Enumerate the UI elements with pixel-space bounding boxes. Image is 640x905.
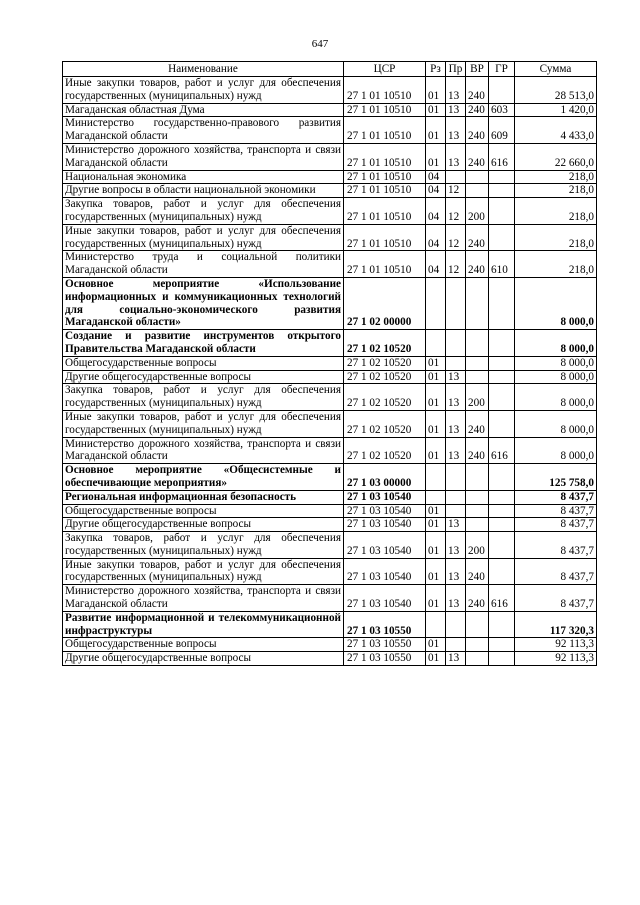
cell-pr: 13 <box>446 518 466 532</box>
cell-rz: 04 <box>426 224 446 251</box>
cell-vr: 240 <box>466 77 489 104</box>
cell-name: Иные закупки товаров, работ и услуг для обеспечения государственных (муниципальных) нужд <box>63 77 344 104</box>
table-row <box>63 356 597 370</box>
cell-sum: 8 437,7 <box>515 585 597 612</box>
cell-pr: 13 <box>446 558 466 585</box>
cell-pr: 12 <box>446 184 466 198</box>
cell-name: Закупка товаров, работ и услуг для обеспечения государственных (муниципальных) нужд <box>63 384 344 411</box>
table-row <box>63 638 597 652</box>
cell-rz: 01 <box>426 504 446 518</box>
cell-name: Иные закупки товаров, работ и услуг для обеспечения государственных (муниципальных) нужд <box>63 410 344 437</box>
cell-rz: 01 <box>426 143 446 170</box>
table-row <box>63 117 597 144</box>
table-row <box>63 184 597 198</box>
cell-gr <box>489 410 515 437</box>
cell-sum: 22 660,0 <box>515 143 597 170</box>
cell-name: Закупка товаров, работ и услуг для обеспечения государственных (муниципальных) нужд <box>63 198 344 225</box>
cell-vr <box>466 184 489 198</box>
cell-rz <box>426 277 446 329</box>
table-row <box>63 410 597 437</box>
cell-csr: 27 1 03 10540 <box>344 504 426 518</box>
cell-gr <box>489 518 515 532</box>
cell-vr: 240 <box>466 558 489 585</box>
cell-vr: 240 <box>466 143 489 170</box>
table-row <box>63 251 597 278</box>
cell-rz: 04 <box>426 198 446 225</box>
cell-pr: 12 <box>446 224 466 251</box>
cell-name: Министерство дорожного хозяйства, транспорта и связи Магаданской области <box>63 585 344 612</box>
cell-rz <box>426 330 446 357</box>
cell-rz: 01 <box>426 532 446 559</box>
cell-csr: 27 1 01 10510 <box>344 103 426 117</box>
cell-sum: 218,0 <box>515 224 597 251</box>
cell-gr <box>489 490 515 504</box>
cell-name: Министерство дорожного хозяйства, транспорта и связи Магаданской области <box>63 437 344 464</box>
cell-sum: 117 320,3 <box>515 611 597 638</box>
cell-csr: 27 1 03 10550 <box>344 652 426 666</box>
cell-name: Министерство государственно-правового развития Магаданской области <box>63 117 344 144</box>
cell-pr: 13 <box>446 652 466 666</box>
cell-pr: 13 <box>446 103 466 117</box>
cell-pr: 12 <box>446 251 466 278</box>
cell-gr <box>489 532 515 559</box>
cell-sum: 8 437,7 <box>515 532 597 559</box>
cell-vr <box>466 490 489 504</box>
cell-sum: 8 437,7 <box>515 504 597 518</box>
table-row <box>63 143 597 170</box>
header-gr: ГР <box>489 62 515 77</box>
cell-gr <box>489 170 515 184</box>
cell-rz <box>426 490 446 504</box>
cell-gr <box>489 77 515 104</box>
table-header-row <box>63 62 597 77</box>
cell-csr: 27 1 01 10510 <box>344 170 426 184</box>
cell-sum: 218,0 <box>515 170 597 184</box>
cell-name: Другие общегосударственные вопросы <box>63 652 344 666</box>
cell-gr <box>489 384 515 411</box>
cell-gr: 609 <box>489 117 515 144</box>
cell-gr <box>489 611 515 638</box>
cell-pr <box>446 464 466 491</box>
cell-name: Магаданская областная Дума <box>63 103 344 117</box>
cell-csr: 27 1 02 10520 <box>344 437 426 464</box>
cell-csr: 27 1 02 00000 <box>344 277 426 329</box>
cell-pr <box>446 330 466 357</box>
cell-sum: 218,0 <box>515 184 597 198</box>
cell-gr: 616 <box>489 143 515 170</box>
cell-name: Основное мероприятие «Общесистемные и обеспечивающие мероприятия» <box>63 464 344 491</box>
cell-sum: 125 758,0 <box>515 464 597 491</box>
cell-rz: 01 <box>426 370 446 384</box>
table-row <box>63 490 597 504</box>
cell-csr: 27 1 03 10540 <box>344 532 426 559</box>
cell-vr <box>466 638 489 652</box>
cell-csr: 27 1 03 10540 <box>344 585 426 612</box>
cell-sum: 28 513,0 <box>515 77 597 104</box>
cell-gr: 616 <box>489 437 515 464</box>
cell-csr: 27 1 01 10510 <box>344 198 426 225</box>
header-sum: Сумма <box>515 62 597 77</box>
cell-pr <box>446 490 466 504</box>
cell-gr <box>489 277 515 329</box>
cell-vr: 200 <box>466 384 489 411</box>
cell-vr <box>466 652 489 666</box>
cell-pr <box>446 504 466 518</box>
cell-vr <box>466 518 489 532</box>
cell-rz: 01 <box>426 117 446 144</box>
cell-vr: 240 <box>466 117 489 144</box>
cell-rz: 01 <box>426 558 446 585</box>
cell-pr: 12 <box>446 198 466 225</box>
cell-gr <box>489 184 515 198</box>
table-row <box>63 103 597 117</box>
cell-name: Развитие информационной и телекоммуникационной инфраструктуры <box>63 611 344 638</box>
table-row <box>63 464 597 491</box>
cell-name: Иные закупки товаров, работ и услуг для обеспечения государственных (муниципальных) нужд <box>63 558 344 585</box>
table-row <box>63 224 597 251</box>
table-row <box>63 330 597 357</box>
cell-pr: 13 <box>446 117 466 144</box>
cell-csr: 27 1 01 10510 <box>344 143 426 170</box>
cell-vr <box>466 504 489 518</box>
cell-vr <box>466 170 489 184</box>
cell-rz: 04 <box>426 184 446 198</box>
cell-sum: 8 437,7 <box>515 490 597 504</box>
cell-name: Другие вопросы в области национальной экономики <box>63 184 344 198</box>
cell-sum: 218,0 <box>515 198 597 225</box>
cell-pr: 13 <box>446 370 466 384</box>
cell-pr <box>446 277 466 329</box>
cell-sum: 8 000,0 <box>515 437 597 464</box>
cell-rz: 01 <box>426 356 446 370</box>
cell-vr <box>466 330 489 357</box>
cell-csr: 27 1 01 10510 <box>344 77 426 104</box>
table-row <box>63 384 597 411</box>
cell-sum: 8 000,0 <box>515 277 597 329</box>
cell-csr: 27 1 01 10510 <box>344 184 426 198</box>
table-row <box>63 170 597 184</box>
cell-sum: 8 000,0 <box>515 370 597 384</box>
table-row <box>63 277 597 329</box>
cell-vr: 240 <box>466 410 489 437</box>
cell-sum: 1 420,0 <box>515 103 597 117</box>
cell-gr <box>489 370 515 384</box>
header-name: Наименование <box>63 62 344 77</box>
header-rz: Рз <box>426 62 446 77</box>
table-row <box>63 532 597 559</box>
cell-vr: 240 <box>466 103 489 117</box>
cell-rz: 01 <box>426 652 446 666</box>
cell-pr: 13 <box>446 437 466 464</box>
cell-vr <box>466 464 489 491</box>
cell-vr: 240 <box>466 251 489 278</box>
cell-rz: 01 <box>426 518 446 532</box>
cell-gr <box>489 464 515 491</box>
cell-vr <box>466 277 489 329</box>
cell-pr <box>446 356 466 370</box>
cell-sum: 92 113,3 <box>515 652 597 666</box>
cell-csr: 27 1 03 00000 <box>344 464 426 491</box>
cell-csr: 27 1 02 10520 <box>344 330 426 357</box>
cell-rz: 01 <box>426 103 446 117</box>
table-row <box>63 437 597 464</box>
cell-gr <box>489 330 515 357</box>
cell-vr: 200 <box>466 532 489 559</box>
cell-rz: 01 <box>426 437 446 464</box>
cell-pr <box>446 170 466 184</box>
cell-name: Иные закупки товаров, работ и услуг для обеспечения государственных (муниципальных) нужд <box>63 224 344 251</box>
cell-pr: 13 <box>446 143 466 170</box>
cell-gr: 610 <box>489 251 515 278</box>
header-csr: ЦСР <box>344 62 426 77</box>
cell-vr <box>466 370 489 384</box>
cell-csr: 27 1 03 10550 <box>344 611 426 638</box>
cell-csr: 27 1 03 10540 <box>344 490 426 504</box>
table-row <box>63 558 597 585</box>
cell-gr <box>489 652 515 666</box>
cell-pr: 13 <box>446 532 466 559</box>
cell-csr: 27 1 03 10540 <box>344 558 426 585</box>
cell-sum: 8 000,0 <box>515 410 597 437</box>
cell-vr: 240 <box>466 437 489 464</box>
cell-sum: 8 437,7 <box>515 558 597 585</box>
cell-name: Национальная экономика <box>63 170 344 184</box>
cell-csr: 27 1 01 10510 <box>344 251 426 278</box>
cell-rz: 01 <box>426 585 446 612</box>
cell-rz <box>426 611 446 638</box>
cell-gr: 616 <box>489 585 515 612</box>
cell-gr: 603 <box>489 103 515 117</box>
cell-sum: 8 000,0 <box>515 384 597 411</box>
table-row <box>63 652 597 666</box>
header-pr: Пр <box>446 62 466 77</box>
cell-gr <box>489 224 515 251</box>
cell-rz: 01 <box>426 638 446 652</box>
cell-pr: 13 <box>446 77 466 104</box>
cell-sum: 92 113,3 <box>515 638 597 652</box>
cell-rz: 01 <box>426 410 446 437</box>
cell-csr: 27 1 03 10550 <box>344 638 426 652</box>
budget-table <box>62 61 597 666</box>
cell-pr <box>446 611 466 638</box>
table-row <box>63 504 597 518</box>
cell-vr: 240 <box>466 224 489 251</box>
table-row <box>63 518 597 532</box>
cell-csr: 27 1 02 10520 <box>344 356 426 370</box>
cell-name: Другие общегосударственные вопросы <box>63 370 344 384</box>
cell-csr: 27 1 02 10520 <box>344 370 426 384</box>
table-row <box>63 198 597 225</box>
table-row <box>63 611 597 638</box>
cell-rz: 04 <box>426 251 446 278</box>
cell-gr <box>489 558 515 585</box>
cell-name: Другие общегосударственные вопросы <box>63 518 344 532</box>
cell-gr <box>489 504 515 518</box>
cell-sum: 4 433,0 <box>515 117 597 144</box>
cell-csr: 27 1 01 10510 <box>344 224 426 251</box>
header-vr: ВР <box>466 62 489 77</box>
cell-csr: 27 1 01 10510 <box>344 117 426 144</box>
cell-sum: 8 437,7 <box>515 518 597 532</box>
cell-vr: 200 <box>466 198 489 225</box>
table-row <box>63 370 597 384</box>
cell-name: Министерство дорожного хозяйства, транспорта и связи Магаданской области <box>63 143 344 170</box>
cell-pr: 13 <box>446 585 466 612</box>
cell-name: Закупка товаров, работ и услуг для обеспечения государственных (муниципальных) нужд <box>63 532 344 559</box>
cell-csr: 27 1 02 10520 <box>344 410 426 437</box>
cell-name: Создание и развитие инструментов открытого Правительства Магаданской области <box>63 330 344 357</box>
cell-csr: 27 1 03 10540 <box>344 518 426 532</box>
cell-csr: 27 1 02 10520 <box>344 384 426 411</box>
cell-sum: 8 000,0 <box>515 356 597 370</box>
cell-gr <box>489 638 515 652</box>
table-body <box>63 77 597 666</box>
cell-sum: 8 000,0 <box>515 330 597 357</box>
cell-rz: 04 <box>426 170 446 184</box>
cell-rz <box>426 464 446 491</box>
cell-vr: 240 <box>466 585 489 612</box>
cell-name: Общегосударственные вопросы <box>63 356 344 370</box>
cell-name: Общегосударственные вопросы <box>63 638 344 652</box>
cell-rz: 01 <box>426 77 446 104</box>
cell-gr <box>489 356 515 370</box>
cell-vr <box>466 356 489 370</box>
cell-gr <box>489 198 515 225</box>
cell-name: Основное мероприятие «Использование информационных и коммуникационных технологий для социально-экономического развития Магаданской области» <box>63 277 344 329</box>
cell-rz: 01 <box>426 384 446 411</box>
cell-name: Общегосударственные вопросы <box>63 504 344 518</box>
cell-vr <box>466 611 489 638</box>
cell-pr <box>446 638 466 652</box>
table-row <box>63 585 597 612</box>
cell-name: Региональная информационная безопасность <box>63 490 344 504</box>
cell-name: Министерство труда и социальной политики Магаданской области <box>63 251 344 278</box>
cell-pr: 13 <box>446 384 466 411</box>
cell-pr: 13 <box>446 410 466 437</box>
table-row <box>63 77 597 104</box>
page-number: 647 <box>311 38 329 50</box>
cell-sum: 218,0 <box>515 251 597 278</box>
